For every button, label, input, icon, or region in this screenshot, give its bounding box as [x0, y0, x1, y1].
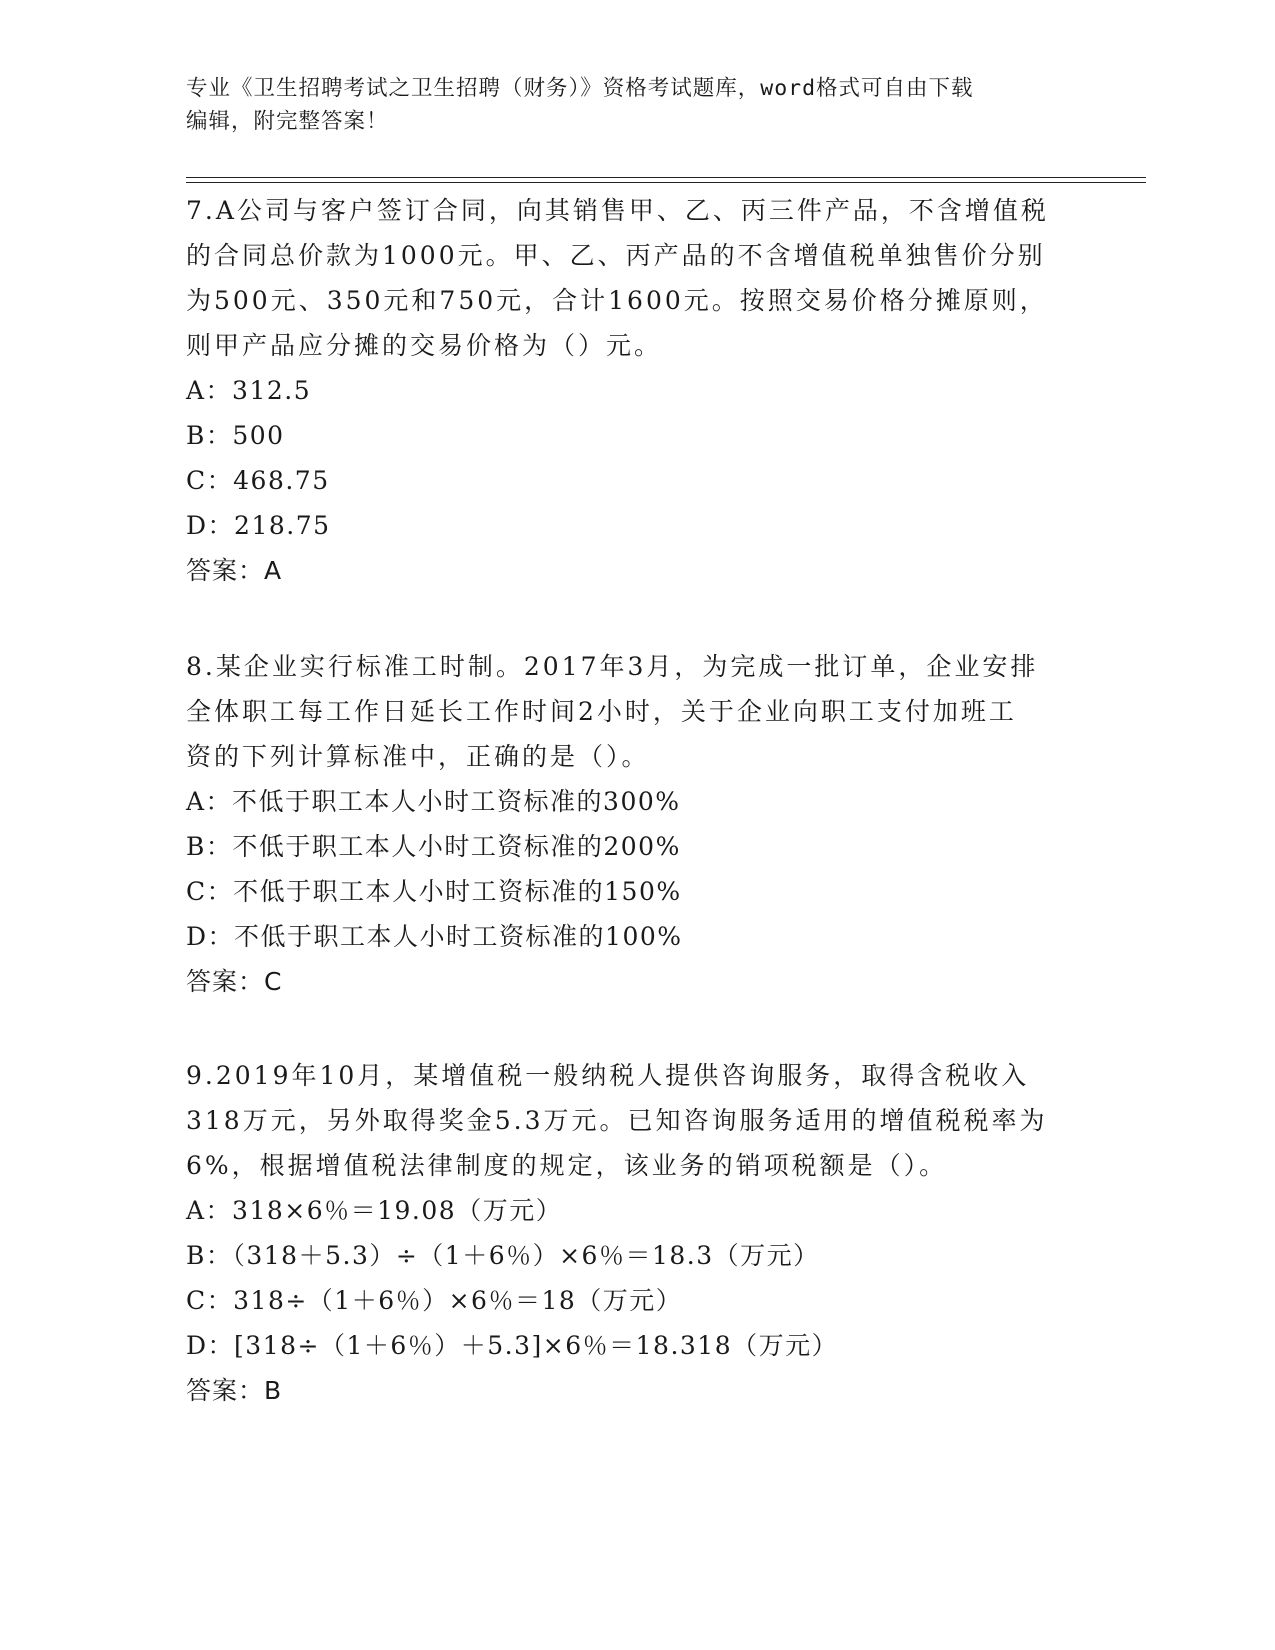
question-9	[186, 1053, 1086, 1413]
question-8	[186, 644, 1086, 1004]
option-d: D：不低于职工本人小时工资标准的100%	[186, 922, 683, 951]
answer: 答案：C	[186, 967, 283, 996]
question-stem-line: 9.2019年10月，某增值税一般纳税人提供咨询服务，取得含税收入	[186, 1061, 1030, 1090]
option-d: D：218.75	[186, 511, 331, 540]
option-c: C：468.75	[186, 466, 330, 495]
header-line-2: 编辑，附完整答案！	[186, 109, 389, 134]
option-a: A：不低于职工本人小时工资标准的300%	[186, 787, 681, 816]
question-stem-line: 的合同总价款为1000元。甲、乙、丙产品的不含增值税单独售价分别	[186, 241, 1046, 270]
option-d: D：[318÷（1＋6％）＋5.3]×6％＝18.318（万元）	[186, 1331, 839, 1360]
option-a: A：312.5	[186, 376, 312, 405]
question-stem-line: 7.A公司与客户签订合同，向其销售甲、乙、丙三件产品，不含增值税	[186, 196, 1049, 225]
answer: 答案：B	[186, 1376, 283, 1405]
option-a: A：318×6％＝19.08（万元）	[186, 1196, 563, 1225]
answer: 答案：A	[186, 556, 283, 585]
option-b: B：（318＋5.3）÷（1＋6％）×6％＝18.3（万元）	[186, 1241, 820, 1270]
option-b: B：500	[186, 421, 285, 450]
option-c: C：不低于职工本人小时工资标准的150%	[186, 877, 682, 906]
question-7	[186, 188, 1086, 593]
option-b: B：不低于职工本人小时工资标准的200%	[186, 832, 681, 861]
question-stem-line: 全体职工每工作日延长工作时间2小时，关于企业向职工支付加班工	[186, 697, 1017, 726]
document-header	[186, 72, 1066, 138]
question-stem-line: 6%，根据增值税法律制度的规定，该业务的销项税额是（）。	[186, 1151, 948, 1180]
question-stem-line: 8.某企业实行标准工时制。2017年3月，为完成一批订单，企业安排	[186, 652, 1039, 681]
question-stem-line: 资的下列计算标准中，正确的是（）。	[186, 742, 650, 771]
question-stem-line: 为500元、350元和750元，合计1600元。按照交易价格分摊原则，	[186, 286, 1048, 315]
question-stem-line: 则甲产品应分摊的交易价格为（）元。	[186, 331, 663, 360]
option-c: C：318÷（1＋6％）×6％＝18（万元）	[186, 1286, 683, 1315]
header-divider-top	[186, 177, 1146, 178]
header-divider-bottom	[186, 182, 1146, 183]
question-stem-line: 318万元，另外取得奖金5.3万元。已知咨询服务适用的增值税税率为	[186, 1106, 1048, 1135]
header-line-1: 专业《卫生招聘考试之卫生招聘（财务）》资格考试题库，word格式可自由下载	[186, 76, 974, 101]
